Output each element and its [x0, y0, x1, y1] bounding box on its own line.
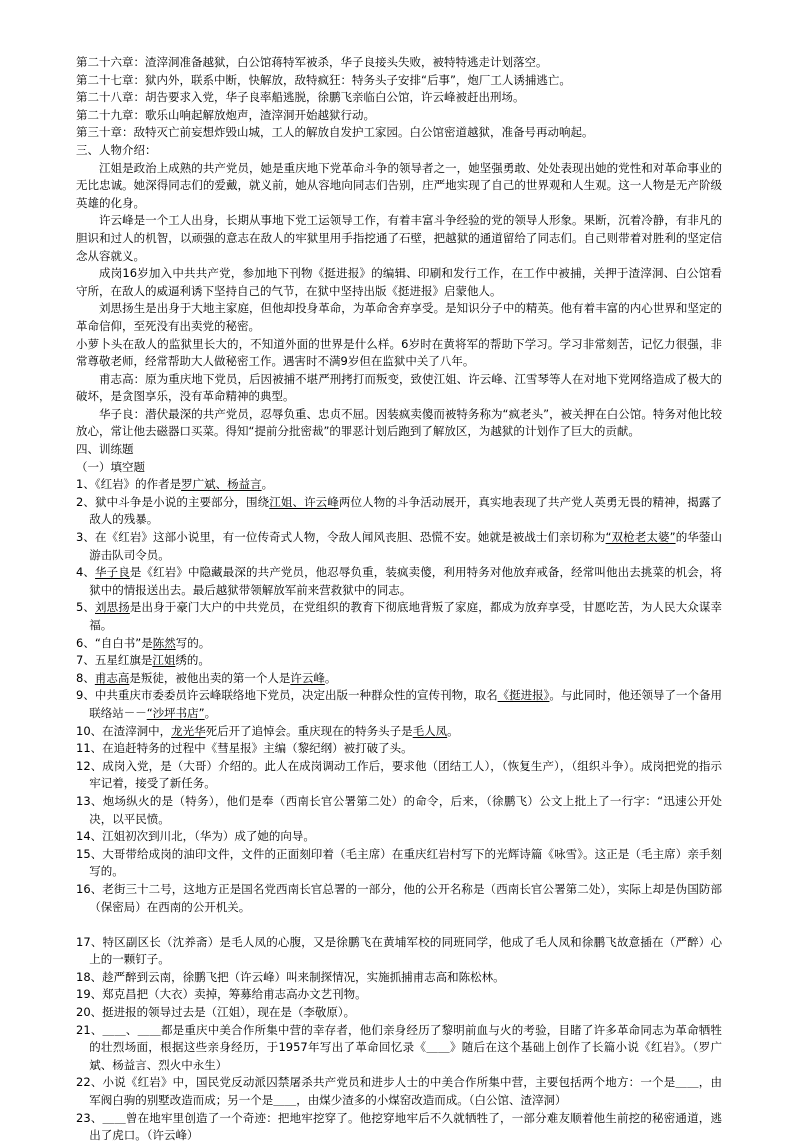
character-paragraph: 江姐是政治上成熟的共产党员，她是重庆地下党革命斗争的领导者之一，她坚强勇敢、处处表现出她的党性和对革命事业的无比忠诚。她深得同志们的爱戴，就义前，她从容地向同志们告别，庄严地实现了自己的世界观和人生观。这一人物是无产阶级英雄的化身。 — [76, 160, 722, 210]
question-text: 16、老街三十二号，这地方正是国名党西南长官总署的一部分，他的公开名称是（西南长官公署第二处），实际上却是伪国防部（保密局）在西南的公开机关。 — [76, 881, 722, 914]
answer-underlined: 毛人凤 — [412, 723, 448, 738]
question-text: 21、＿＿、＿＿都是重庆中美合作所集中营的幸存者，他们亲身经历了黎明前血与火的考验，目睹了许多革命同志为革命牺牲的壮烈场面，根据这些亲身经历，于1957年写出了革命回忆录《＿＿》随后在这个基础上创作了长篇小说《红岩》。（罗广斌、杨益言、烈火中永生） — [76, 1022, 722, 1072]
answer-underlined: 罗广斌、杨益言 — [181, 477, 262, 492]
question-text: 是《红岩》中隐藏最深的共产党员，他忍辱负重，装疯卖傻，利用特务对他放弃戒备，经常叫他出去挑菜的机会，将狱中的情报送出去。最后越狱带领解放军前来营救狱中的同志。 — [89, 565, 722, 597]
question-item — [76, 476, 722, 494]
question-text: 3、在《红岩》这部小说里，有一位传奇式人物，令敌人闻风丧胆、恐慌不安。她就是被战士们亲切称为 — [76, 530, 606, 545]
answer-underlined: “沙坪书店” — [146, 705, 205, 720]
chapter-summary-list — [76, 54, 722, 142]
question-text: 15、大哥带给成岗的油印文件，文件的正面刻印着（毛主席）在重庆红岩村写下的光辉诗篇《咏雪》。这正是（毛主席）亲手刻写的。 — [76, 846, 722, 879]
question-text: 。 — [324, 670, 337, 685]
question-item — [76, 494, 722, 529]
question-text: 写的。 — [175, 635, 211, 650]
answer-underlined: 陈然 — [152, 635, 176, 650]
answer-underlined: 江姐、许云峰 — [269, 494, 339, 509]
question-text: 。 — [447, 723, 459, 738]
question-text: 。 — [261, 477, 274, 492]
character-paragraph: 甫志高：原为重庆地下党员，后因被捕不堪严刑拷打而叛变，致使江姐、许云峰、江雪琴等人在对地下党网络造成了极大的破坏，是贪图享乐，没有革命精神的典型。 — [76, 371, 722, 404]
question-text: 13、炮场纵火的是（特务），他们是奉（西南长官公署第二处）的命令，后来，（徐鹏飞）公文上批上了一行字：“迅速公开处决，以平民愤。 — [76, 793, 722, 826]
question-item — [76, 793, 722, 828]
subsection-heading-fill-blank: （一）填空题 — [76, 459, 145, 474]
fill-blank-question-list — [76, 476, 722, 1145]
document-page — [76, 54, 722, 1145]
answer-underlined: 许云峰 — [290, 670, 325, 685]
question-item — [76, 687, 722, 722]
question-item — [76, 1074, 722, 1109]
question-text: 22、小说《红岩》中，国民党反动派囚禁屠杀共产党员和进步人士的中美合作所集中营，主要包括两个地方：一个是＿＿，由军阀白驹的别墅改造而成；另一个是＿＿，由煤少渣多的小煤窑改造而成。（白公馆、渣滓洞） — [76, 1075, 722, 1108]
answer-underlined: 刘思扬 — [95, 600, 130, 615]
question-item — [76, 1110, 722, 1145]
character-paragraph: 刘思扬生是出身于大地主家庭，但他却投身革命，为革命舍弃享受。是知识分子中的精英。他有着丰富的内心世界和坚定的革命信仰，至死没有出卖党的秘密。 — [76, 301, 722, 333]
question-text: 6、“自白书”是 — [76, 635, 153, 650]
character-intro-list — [76, 160, 722, 442]
section-heading-characters: 三、人物介绍： — [76, 142, 157, 157]
question-item — [76, 599, 722, 634]
character-paragraph: 小萝卜头在敌人的监狱里长大的，不知道外面的世界是什么样。6岁时在黄将军的帮助下学习。学习非常刻苦，记忆力很强，非常尊敬老师，经常帮助大人做秘密工作。遇害时不满9岁但在监狱中关了八年。 — [76, 336, 722, 369]
question-text: 。与此同时，他还领导了一个备用联络站－－ — [89, 688, 723, 720]
question-text: 4、 — [76, 565, 96, 580]
question-text: 绣的。 — [175, 653, 210, 668]
question-item — [76, 846, 722, 881]
question-item — [76, 828, 722, 846]
question-item — [76, 740, 722, 758]
question-text: 是出身于豪门大户的中共党员，在党组织的教育下彻底地背叛了家庭，都成为放弃享受，甘愿吃苦，为人民大众谋幸福。 — [89, 600, 722, 632]
chapter-summary-line: 第二十八章：胡告要求入党，华子良率船逃脱，徐鹏飞亲临白公馆，许云峰被赶出刑场。 — [76, 90, 525, 105]
question-item — [76, 969, 722, 987]
character-paragraph: 许云峰是一个工人出身，长期从事地下党工运领导工作，有着丰富斗争经验的党的领导人形象。果断，沉着冷静，有非凡的胆识和过人的机智，以顽强的意志在敌人的牢狱里用手指挖通了石壁，把越狱的通道留给了同志们。自己则带着对胜利的坚定信念从容就义。 — [76, 213, 722, 263]
answer-underlined: 华子良 — [95, 565, 130, 580]
question-text: 两位人物的斗争活动展开，真实地表现了共产党人英勇无畏的精神，揭露了敌人的残暴。 — [89, 494, 723, 527]
question-item — [76, 529, 722, 564]
answer-underlined: 甫志高 — [94, 670, 130, 685]
question-text: 1、《红岩》的作者是 — [76, 477, 182, 492]
question-item — [76, 635, 722, 653]
question-text: 11、在追赶特务的过程中《彗星报》主编（黎纪纲）被打破了头。 — [76, 741, 413, 756]
question-text: 死后开了追悼会。重庆现在的特务头子是 — [205, 723, 413, 738]
question-text: 的华蓥山游击队司令员。 — [89, 530, 723, 562]
question-text: 是叛徒，被他出卖的第一个人是 — [129, 670, 291, 685]
question-item — [76, 723, 722, 741]
question-item — [76, 881, 722, 916]
chapter-summary-line: 第二十七章：狱内外，联系中断，快解放，敌特疯狂：特务头子安排“后事”，炮厂工人诱捕逃亡。 — [76, 72, 571, 87]
question-item — [76, 652, 722, 670]
chapter-summary-line: 第三十章：敌特灭亡前妄想炸毁山城，工人的解放自发护工家园。白公馆密道越狱，准备号再动响起。 — [76, 125, 594, 140]
spacer — [76, 916, 722, 934]
question-item — [76, 986, 722, 1004]
question-item — [76, 1022, 722, 1075]
question-text: 19、郑克昌把（大衣）卖掉，筹募给甫志高办文艺刊物。 — [76, 987, 367, 1002]
question-text: 5、 — [76, 600, 96, 615]
question-item — [76, 670, 722, 688]
question-text: 23、＿＿曾在地牢里创造了一个奇迹：把地牢挖穿了。他挖穿地牢后不久就牺牲了，一部分难友顺着他生前挖的秘密通道，逃出了虎口。（许云峰） — [76, 1110, 722, 1143]
question-text: 10、在渣滓洞中， — [76, 723, 172, 738]
question-text: 18、趁严醉到云南，徐鹏飞把（许云峰）叫来制探情况，实施抓捕甫志高和陈松林。 — [76, 969, 505, 984]
question-text: 14、江姐初次到川北，（华为）成了她的向导。 — [76, 829, 315, 844]
answer-underlined: 《挺进报》 — [497, 688, 550, 703]
question-item — [76, 934, 722, 969]
question-text: 9、中共重庆市委委员许云峰联络地下党员，决定出版一种群众性的宣传刊物，取名 — [76, 688, 498, 703]
question-text: 12、成岗入党，是（大哥）介绍的。此人在成岗调动工作后，要求他（团结工人），（恢复生产），（组织斗争）。成岗把党的指示牢记着，接受了新任务。 — [76, 758, 722, 791]
question-item — [76, 758, 722, 793]
question-text: 17、特区副区长（沈养斋）是毛人凤的心腹，又是徐鹏飞在黄埔军校的同班同学，他成了毛人凤和徐鹏飞故意插在（严醉）心上的一颗钉子。 — [76, 934, 722, 967]
chapter-summary-line: 第二十六章：渣滓洞准备越狱，白公馆蒋特军被杀，华子良接头失败，被特特逃走计划落空。 — [76, 55, 548, 69]
answer-underlined: “双枪老太婆” — [605, 530, 676, 545]
question-item — [76, 1004, 722, 1022]
question-text: 2、狱中斗争是小说的主要部分，围绕 — [76, 494, 270, 509]
answer-underlined: 龙光华 — [171, 723, 206, 738]
question-item — [76, 564, 722, 599]
chapter-summary-line: 第二十九章：歌乐山响起解放炮声，渣滓洞开始越狱行动。 — [76, 107, 375, 122]
question-text: 。 — [204, 705, 217, 720]
answer-underlined: 江姐 — [152, 653, 176, 668]
section-heading-exercises: 四、训练题 — [76, 442, 134, 457]
character-paragraph: 成岗16岁加入中共共产党，参加地下刊物《挺进报》的编辑、印刷和发行工作，在工作中被捕，关押于渣滓洞、白公馆看守所，在敌人的威逼利诱下坚持自己的气节，在狱中坚持出版《挺进报》启蒙他人。 — [76, 266, 722, 298]
character-paragraph: 华子良：潜伏最深的共产党员，忍辱负重、忠贞不屈。因装疯卖傻而被特务称为“疯老头”，被关押在白公馆。特务对他比较放心，常让他去磁器口买菜。得知“提前分批密裁”的罪恶计划后跑到了解放区，为越狱的计划作了巨大的贡献。 — [76, 406, 722, 439]
question-text: 7、五星红旗是 — [76, 653, 153, 668]
question-text: 20、挺进报的领导过去是（江姐），现在是（李敬原）。 — [76, 1005, 356, 1020]
question-text: 8、 — [76, 670, 95, 685]
